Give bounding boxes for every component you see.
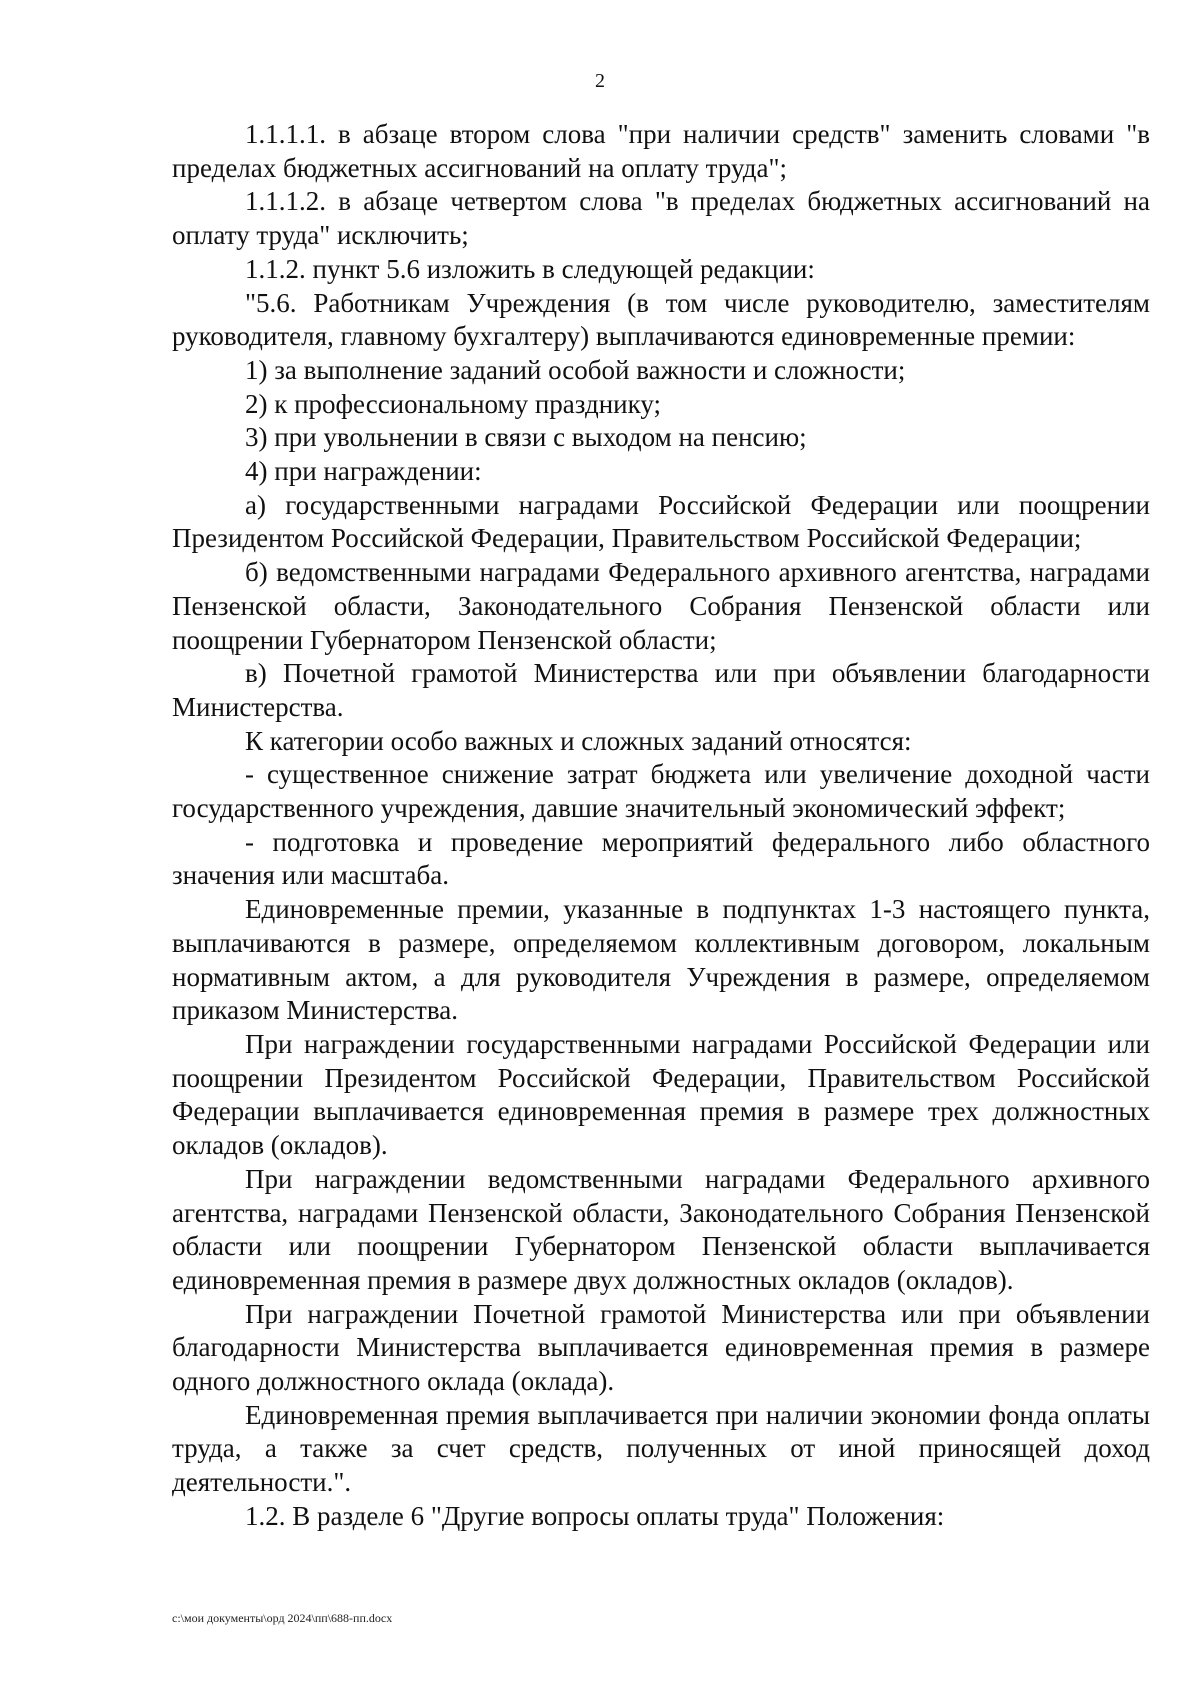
document-body bbox=[172, 118, 1150, 1534]
paragraph: в) Почетной грамотой Министерства или при объявлении благодарности Министерства. bbox=[172, 658, 1150, 722]
paragraph: 1.1.1.2. в абзаце четвертом слова "в пределах бюджетных ассигнований на оплату труда" исключить; bbox=[172, 186, 1150, 251]
paragraph: "5.6. Работникам Учреждения (в том числе руководителю, заместителям руководителя, главному бухгалтеру) выплачиваются единовременные премии: bbox=[172, 287, 1150, 352]
paragraph: 1.1.1.1. в абзаце втором слова "при наличии средств" заменить словами "в пределах бюджетных ассигнований на оплату труда"; bbox=[172, 119, 1150, 183]
paragraph: При награждении государственными наградами Российской Федерации или поощрении Президентом Российской Федерации, Правительством Российской Федерации выплачивается единовременная премия в размере трех должностных окладов (окладов). bbox=[172, 1028, 1150, 1161]
paragraph: 1.2. В разделе 6 "Другие вопросы оплаты труда" Положения: bbox=[245, 1500, 945, 1531]
paragraph: 1) за выполнение заданий особой важности и сложности; bbox=[245, 354, 906, 385]
paragraph: а) государственными наградами Российской Федерации или поощрении Президентом Российской Федерации, Правительством Российской Федерации; bbox=[172, 489, 1150, 554]
paragraph: Единовременная премия выплачивается при наличии экономии фонда оплаты труда, а также за счет средств, полученных от иной приносящей доход деятельности.". bbox=[172, 1399, 1150, 1498]
paragraph: - подготовка и проведение мероприятий федерального либо областного значения или масштаба. bbox=[172, 826, 1150, 891]
paragraph: б) ведомственными наградами Федерального архивного агентства, наградами Пензенской области, Законодательного Собрания Пензенской области или поощрении Губернатором Пензенской области; bbox=[172, 557, 1150, 655]
paragraph: 1.1.2. пункт 5.6 изложить в следующей редакции: bbox=[245, 253, 815, 284]
footer-file-path: c:\мои документы\орд 2024\пп\688-пп.docx bbox=[172, 1611, 393, 1625]
paragraph: При награждении ведомственными наградами Федерального архивного агентства, наградами Пензенской области, Законодательного Собрания Пензенской области или поощрении Губернатором Пензенской области выплачивается единовременная премия в размере двух должностных окладов (окладов). bbox=[172, 1163, 1150, 1295]
paragraph: 2) к профессиональному празднику; bbox=[245, 388, 661, 419]
paragraph: Единовременные премии, указанные в подпунктах 1-3 настоящего пункта, выплачиваются в размере, определяемом коллективным договором, локальным нормативным актом, а для руководителя Учреждения в размере, определяемом приказом Министерства. bbox=[172, 894, 1150, 1026]
paragraph: К категории особо важных и сложных заданий относятся: bbox=[245, 725, 912, 756]
paragraph: - существенное снижение затрат бюджета или увеличение доходной части государственного учреждения, давшие значительный экономический эффект; bbox=[172, 759, 1150, 824]
paragraph: 4) при награждении: bbox=[245, 456, 482, 487]
page-number: 2 bbox=[595, 70, 605, 92]
paragraph: 3) при увольнении в связи с выходом на пенсию; bbox=[245, 422, 807, 453]
paragraph: При награждении Почетной грамотой Министерства или при объявлении благодарности Министерства выплачивается единовременная премия в размере одного должностного оклада (оклада). bbox=[172, 1298, 1150, 1397]
